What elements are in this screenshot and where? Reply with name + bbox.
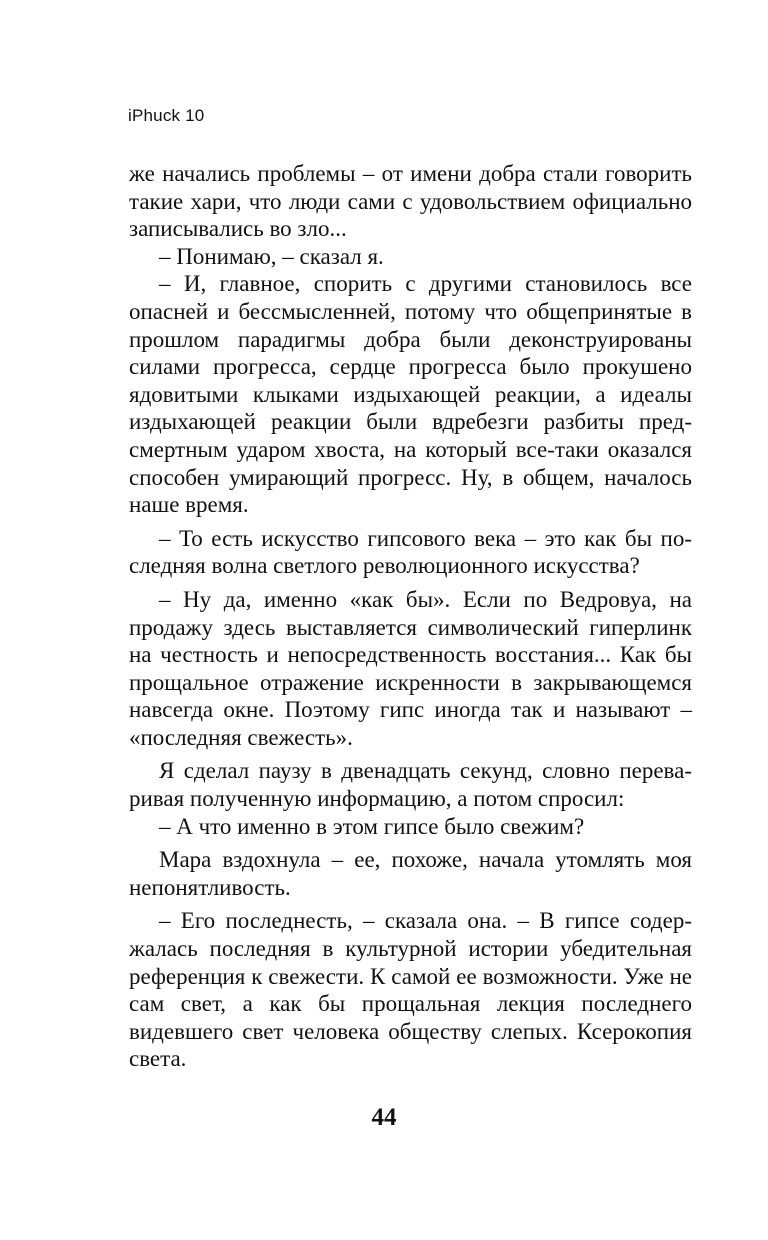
paragraph-dialogue: – То есть искусство гипсового века – это как бы последняя волна светлого революционного искусства? — [129, 525, 692, 579]
paragraph-dialogue: – Ну да, именно «как бы». Если по Ведровуа, на продажу здесь выставляется символический гиперлинк на честность и непосредственность восстания... Как бы прощальное отражение искренности в закрывающемся навсегда окне. Поэтому гипс иногда так и называют – «последняя свежесть». — [129, 586, 692, 750]
paragraph-dialogue: – Понимаю, – сказал я. — [159, 243, 384, 269]
page-number: 44 — [371, 1104, 397, 1131]
paragraph-narration: Мара вздохнула – ее, похоже, начала утомлять моя непонятливость. — [129, 847, 692, 900]
paragraph-dialogue: – Его последнесть, – сказала она. – В гипсе содержалась последняя в культурной истории убедительная референция к свежести. К самой ее возможности. Уже не сам свет, а как бы прощальная лекция последнего видевшего свет человека обществу слепых. Ксерокопия света. — [129, 908, 692, 1072]
paragraph-continuation: же начались проблемы – от имени добра стали говорить такие хари, что люди сами с удовольствием официально записывались во зло... — [129, 161, 692, 242]
paragraph-dialogue: – А что именно в этом гипсе было свежим? — [159, 813, 585, 839]
paragraph-narration: Я сделал паузу в двенадцать секунд, словно переваривая полученную информацию, а потом спросил: — [129, 758, 692, 812]
paragraph-dialogue: – И, главное, спорить с другими становилось все опасней и бессмысленней, потому что общепринятые в прошлом парадигмы добра были деконструированы силами прогресса, сердце прогресса было прокушено ядовитыми клыками издыхающей реакции, а идеалы издыхающей реакции были вдребезги разбиты предсмертным ударом хвоста, на который все-таки оказался способен умирающий прогресс. Ну, в общем, началось наше время. — [129, 271, 692, 518]
running-head: iPhuck 10 — [128, 106, 205, 125]
body-text — [129, 160, 692, 1073]
